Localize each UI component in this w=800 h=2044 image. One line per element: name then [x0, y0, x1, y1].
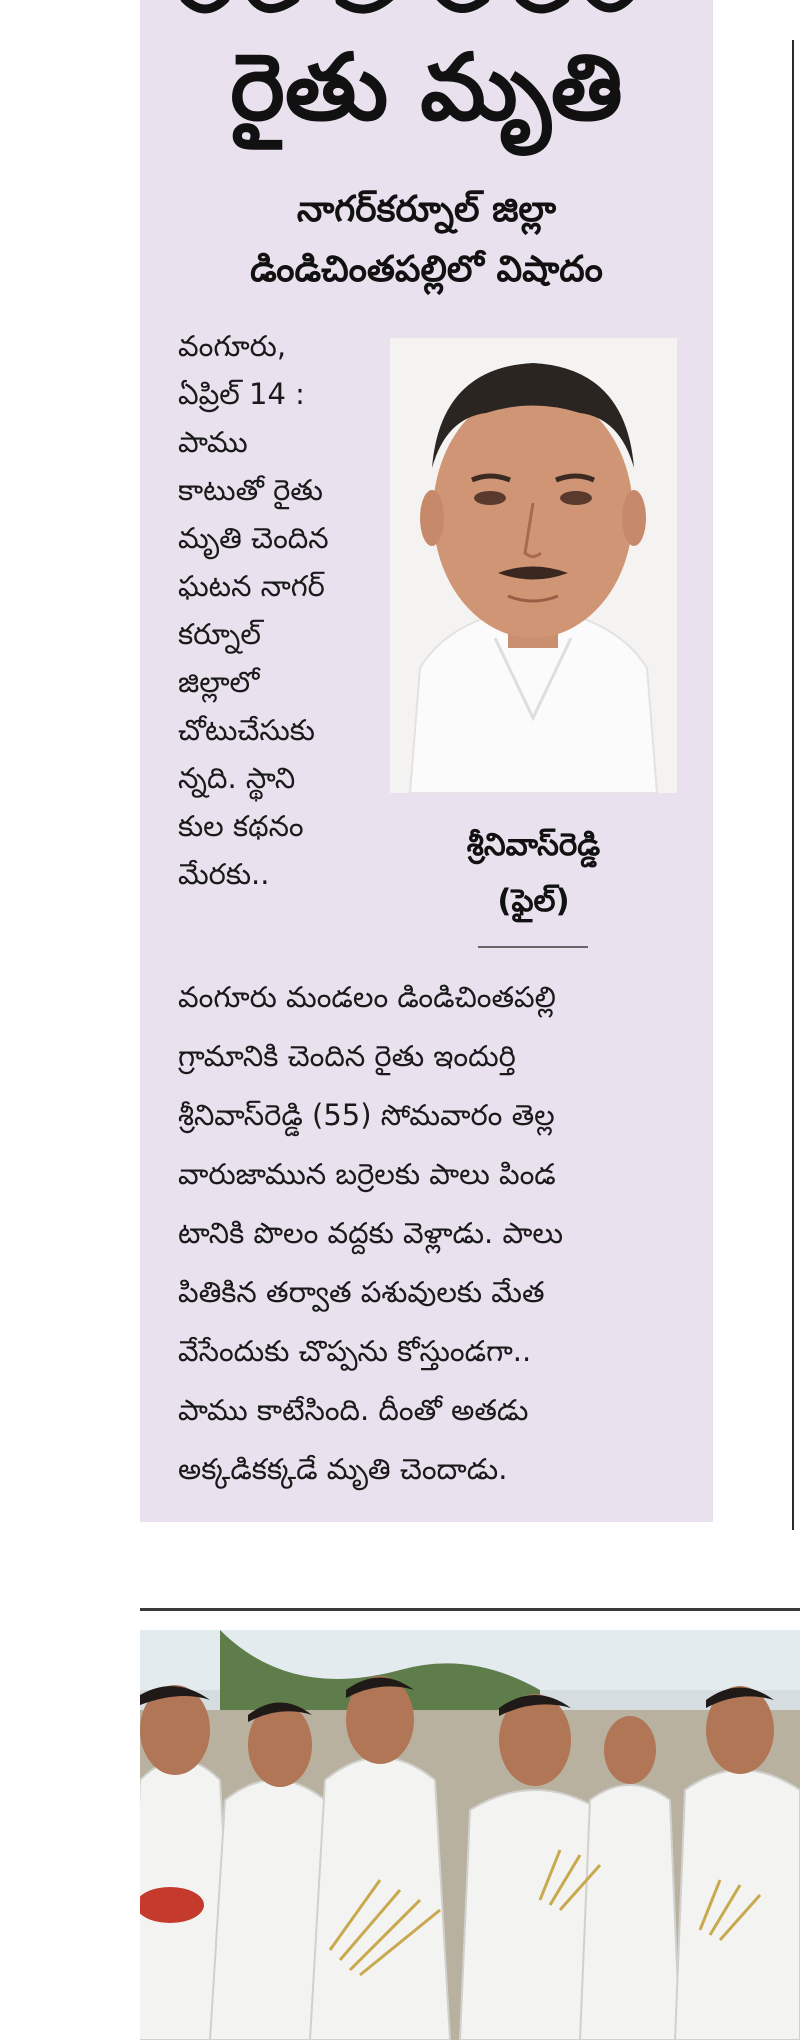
- intro-line: కుల కథనం: [178, 809, 304, 843]
- intro-line: వంగూరు,: [178, 329, 287, 363]
- intro-line: కర్నూల్: [178, 617, 261, 651]
- article-box: [140, 0, 713, 1522]
- body-line: వేసేందుకు చొప్పను కోస్తుండగా..: [178, 1334, 532, 1368]
- photo-caption-name: శ్రీనివాస్‌రెడ్డి: [466, 827, 601, 863]
- intro-line: ఏప్రిల్ 14 :: [178, 377, 305, 411]
- photo-caption-file: (ఫైల్): [497, 883, 570, 919]
- body-line: వంగూరు మండలం డిండిచింతపల్లి: [178, 980, 556, 1014]
- intro-line: జిల్లాలో: [178, 665, 260, 699]
- portrait-illustration: [390, 338, 677, 793]
- clipped-headline-glyphs: [140, 0, 713, 27]
- subheading-line-2: డిండిచింతపల్లిలో విషాదం: [250, 249, 603, 290]
- body-line: పితికిన తర్వాత పశువులకు మేత: [178, 1275, 545, 1309]
- body-line: వారుజామున బర్రెలకు పాలు పిండ: [178, 1157, 556, 1191]
- column-rule: [792, 40, 794, 1530]
- group-photo: [140, 1630, 800, 2040]
- subheading-line-1: నాగర్‌కర్నూల్ జిల్లా: [296, 189, 557, 230]
- intro-line: కాటుతో రైతు: [178, 473, 323, 507]
- headline: రైతు మృతి: [230, 34, 623, 141]
- intro-line: మేరకు..: [178, 857, 270, 891]
- intro-line: న్నది. స్థాని: [178, 761, 296, 795]
- group-photo-illustration: [140, 1630, 800, 2040]
- caption-rule: [478, 946, 588, 948]
- body-line: శ్రీనివాస్‌రెడ్డి (55) సోమవారం తెల్ల: [178, 1098, 555, 1132]
- intro-line: పాము: [178, 425, 248, 459]
- article-body: [178, 968, 698, 1499]
- portrait-photo: [390, 338, 677, 793]
- section-divider: [140, 1608, 800, 1611]
- body-line: గ్రామానికి చెందిన రైతు ఇందుర్తి: [178, 1039, 516, 1073]
- body-line: అక్కడికక్కడే మృతి చెందాడు.: [178, 1452, 508, 1486]
- intro-line: మృతి చెందిన: [178, 521, 329, 555]
- body-line: టానికి పొలం వద్దకు వెళ్లాడు. పాలు: [178, 1216, 563, 1250]
- body-line: పాము కాటేసింది. దీంతో అతడు: [178, 1393, 529, 1427]
- intro-line: ఘటన నాగర్: [178, 569, 325, 603]
- intro-column: [178, 322, 378, 898]
- intro-line: చోటుచేసుకు: [178, 713, 315, 747]
